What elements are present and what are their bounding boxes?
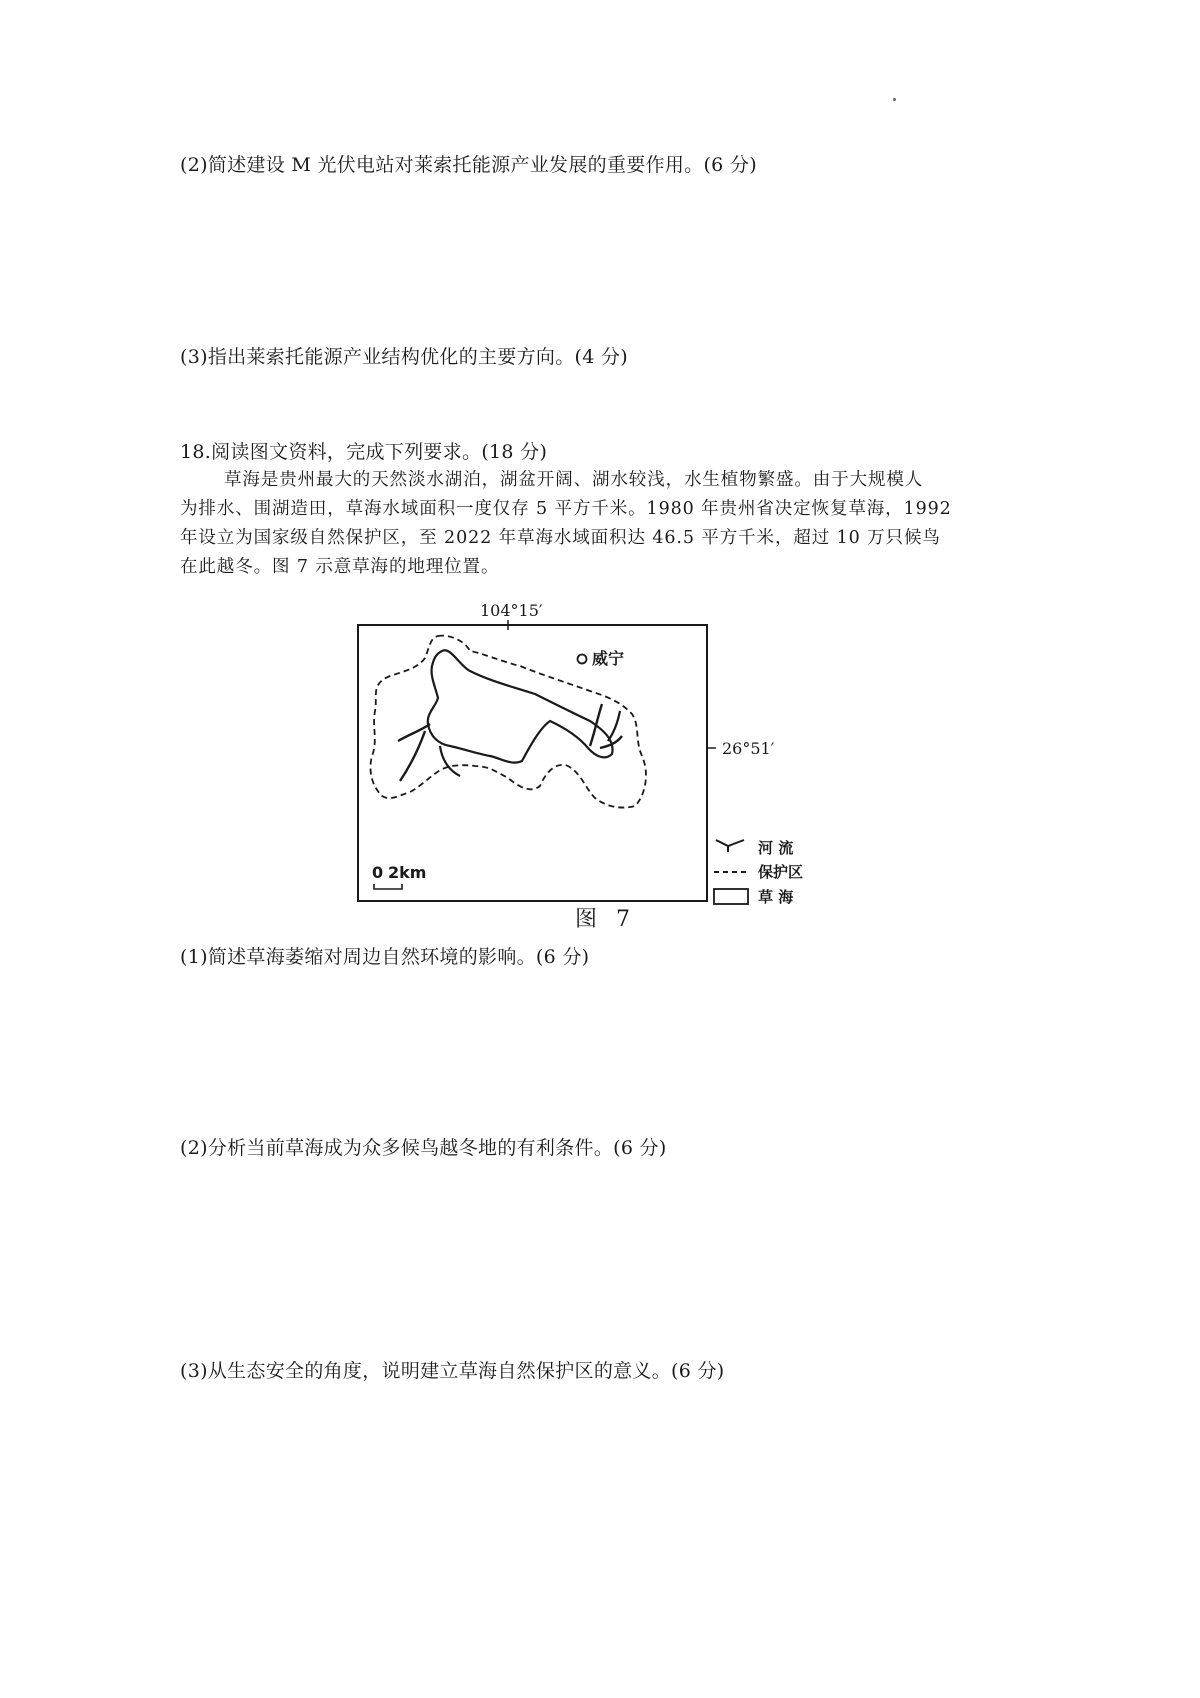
question-18-1: (1)简述草海萎缩对周边自然环境的影响。(6 分) — [180, 946, 590, 968]
caohai-map-svg — [350, 596, 870, 941]
question-18-material — [180, 466, 1035, 582]
question-18-heading: 18.阅读图文资料，完成下列要求。(18 分) — [180, 441, 548, 463]
river-southwest — [440, 746, 460, 776]
legend-river-symbol — [716, 840, 744, 852]
material-line-3: 年设立为国家级自然保护区，至 2022 年草海水域面积达 46.5 平方千米，超过 10 万只候鸟 — [180, 528, 941, 548]
weining-city-marker — [578, 655, 587, 664]
city-label: 威宁 — [592, 649, 625, 668]
legend-river-label: 河 流 — [758, 839, 794, 857]
latitude-label: 26°51′ — [722, 739, 775, 758]
figure-caption: 图 7 — [575, 907, 636, 932]
material-line-1: 草海是贵州最大的天然淡水湖泊，湖盆开阔、湖水较浅，水生植物繁盛。由于大规模人 — [224, 470, 924, 490]
question-18-3: (3)从生态安全的角度，说明建立草海自然保护区的意义。(6 分) — [180, 1360, 725, 1382]
legend-lake-symbol — [714, 889, 748, 904]
figure-7-map — [350, 596, 870, 941]
question-2-top: (2)简述建设 M 光伏电站对莱索托能源产业发展的重要作用。(6 分) — [180, 154, 757, 176]
scale-value-label: 2km — [388, 863, 427, 882]
longitude-label: 104°15′ — [480, 601, 543, 620]
river-east-1 — [590, 704, 602, 746]
river-east-3 — [608, 711, 620, 741]
material-line-4: 在此越冬。图 7 示意草海的地理位置。 — [180, 557, 500, 577]
question-3-top: (3)指出莱索托能源产业结构优化的主要方向。(4 分) — [180, 346, 628, 368]
legend-reserve-label: 保护区 — [758, 863, 804, 881]
scale-bar — [374, 884, 402, 889]
scale-zero-label: 0 — [372, 863, 384, 882]
scan-speck — [893, 98, 896, 101]
legend-lake-label: 草 海 — [758, 888, 794, 906]
question-18-2: (2)分析当前草海成为众多候鸟越冬地的有利条件。(6 分) — [180, 1137, 667, 1159]
material-line-2: 为排水、围湖造田，草海水域面积一度仅存 5 平方千米。1980 年贵州省决定恢复草海，1992 — [180, 499, 952, 519]
caohai-lake-outline — [428, 650, 613, 762]
